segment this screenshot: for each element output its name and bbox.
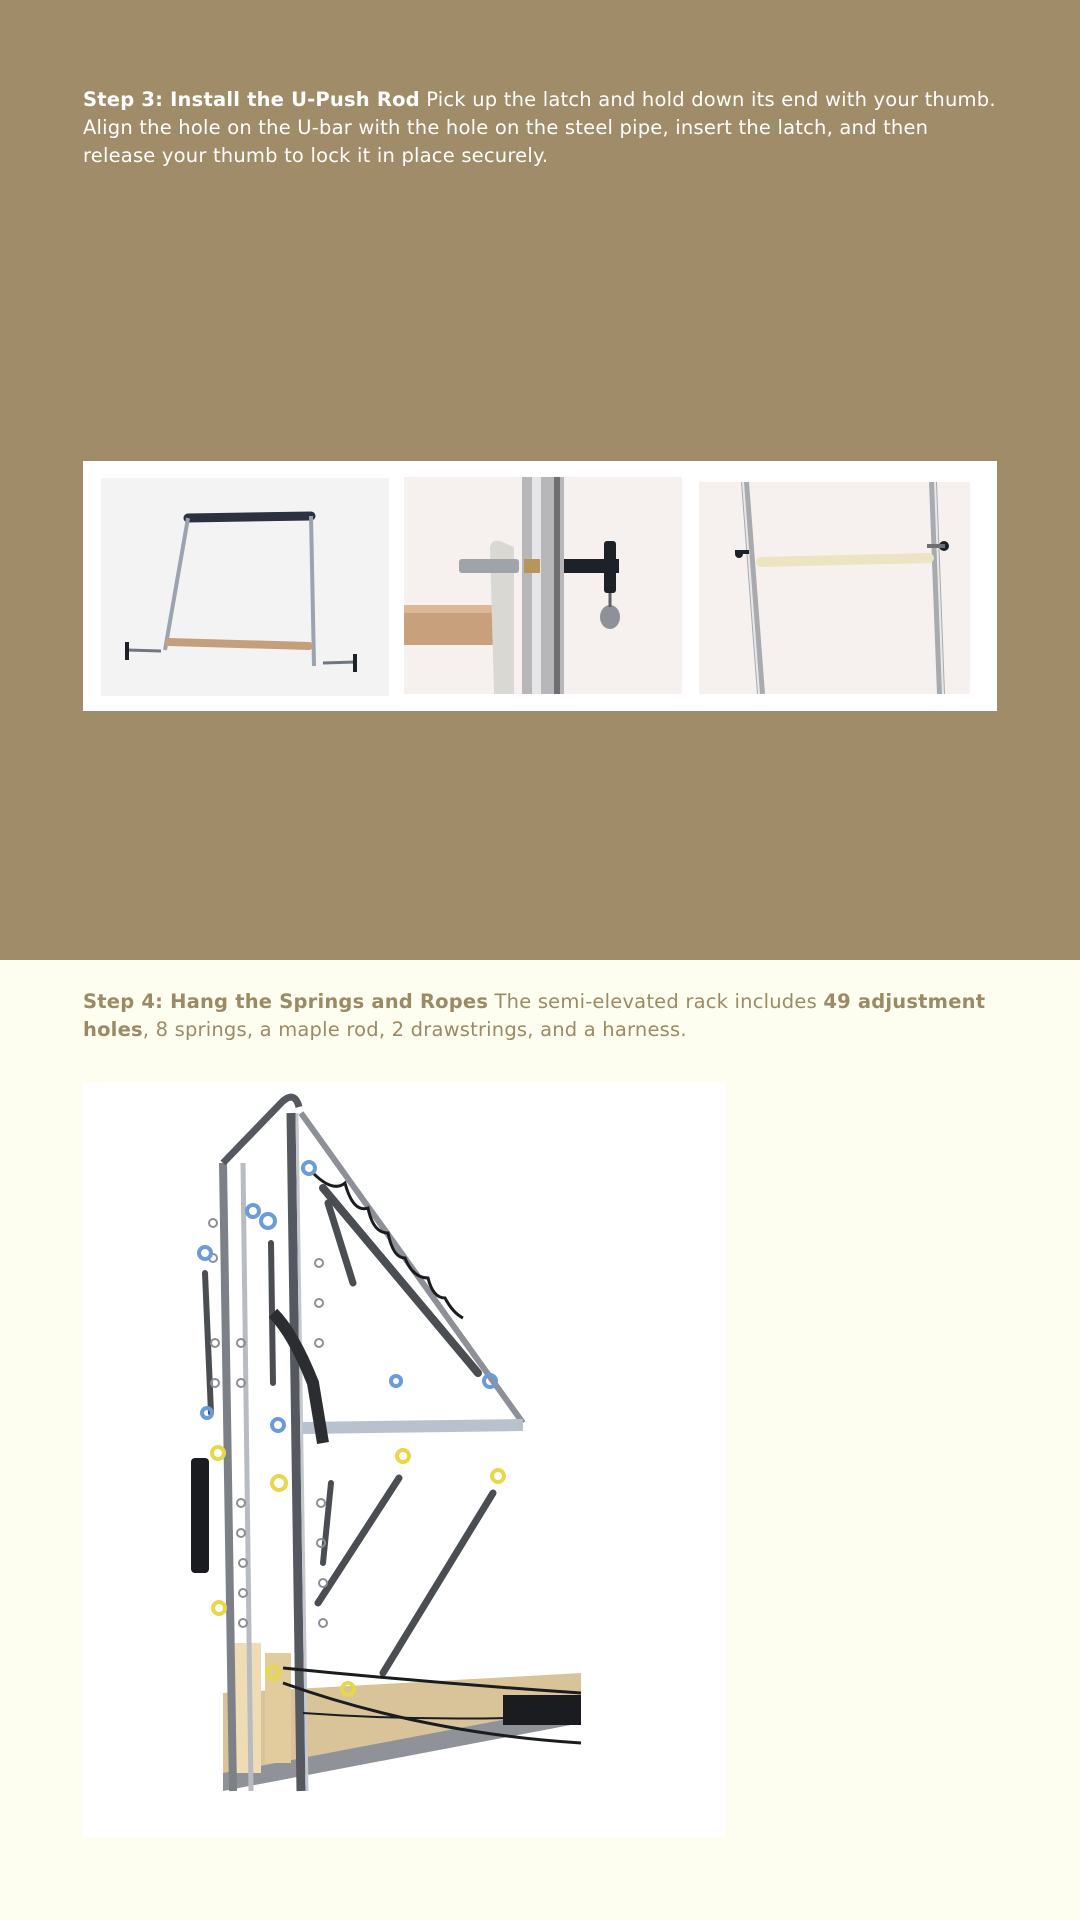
step4-body-after: , 8 springs, a maple rod, 2 drawstrings, and a harness. (142, 1018, 687, 1041)
step3-paragraph (83, 86, 998, 170)
latch-closeup-photo (404, 477, 682, 694)
step3-image-gallery (83, 461, 997, 711)
springs-ropes-rack-photo (83, 1083, 726, 1837)
u-push-rod-photo (101, 478, 389, 696)
step3-heading: Step 3: Install the U-Push Rod (83, 88, 420, 111)
step4-paragraph (83, 988, 998, 1044)
step4-highlight: 49 adjustment holes (83, 990, 986, 1041)
step3-body: Pick up the latch and hold down its end with your thumb. Align the hole on the U-bar with the hole on the steel pipe, insert the latch, and then release your thumb to lock it in place securely. (83, 88, 996, 167)
installed-bar-photo (699, 482, 970, 694)
step4-heading: Step 4: Hang the Springs and Ropes (83, 990, 489, 1013)
step4-body-before: The semi-elevated rack includes (488, 990, 824, 1013)
